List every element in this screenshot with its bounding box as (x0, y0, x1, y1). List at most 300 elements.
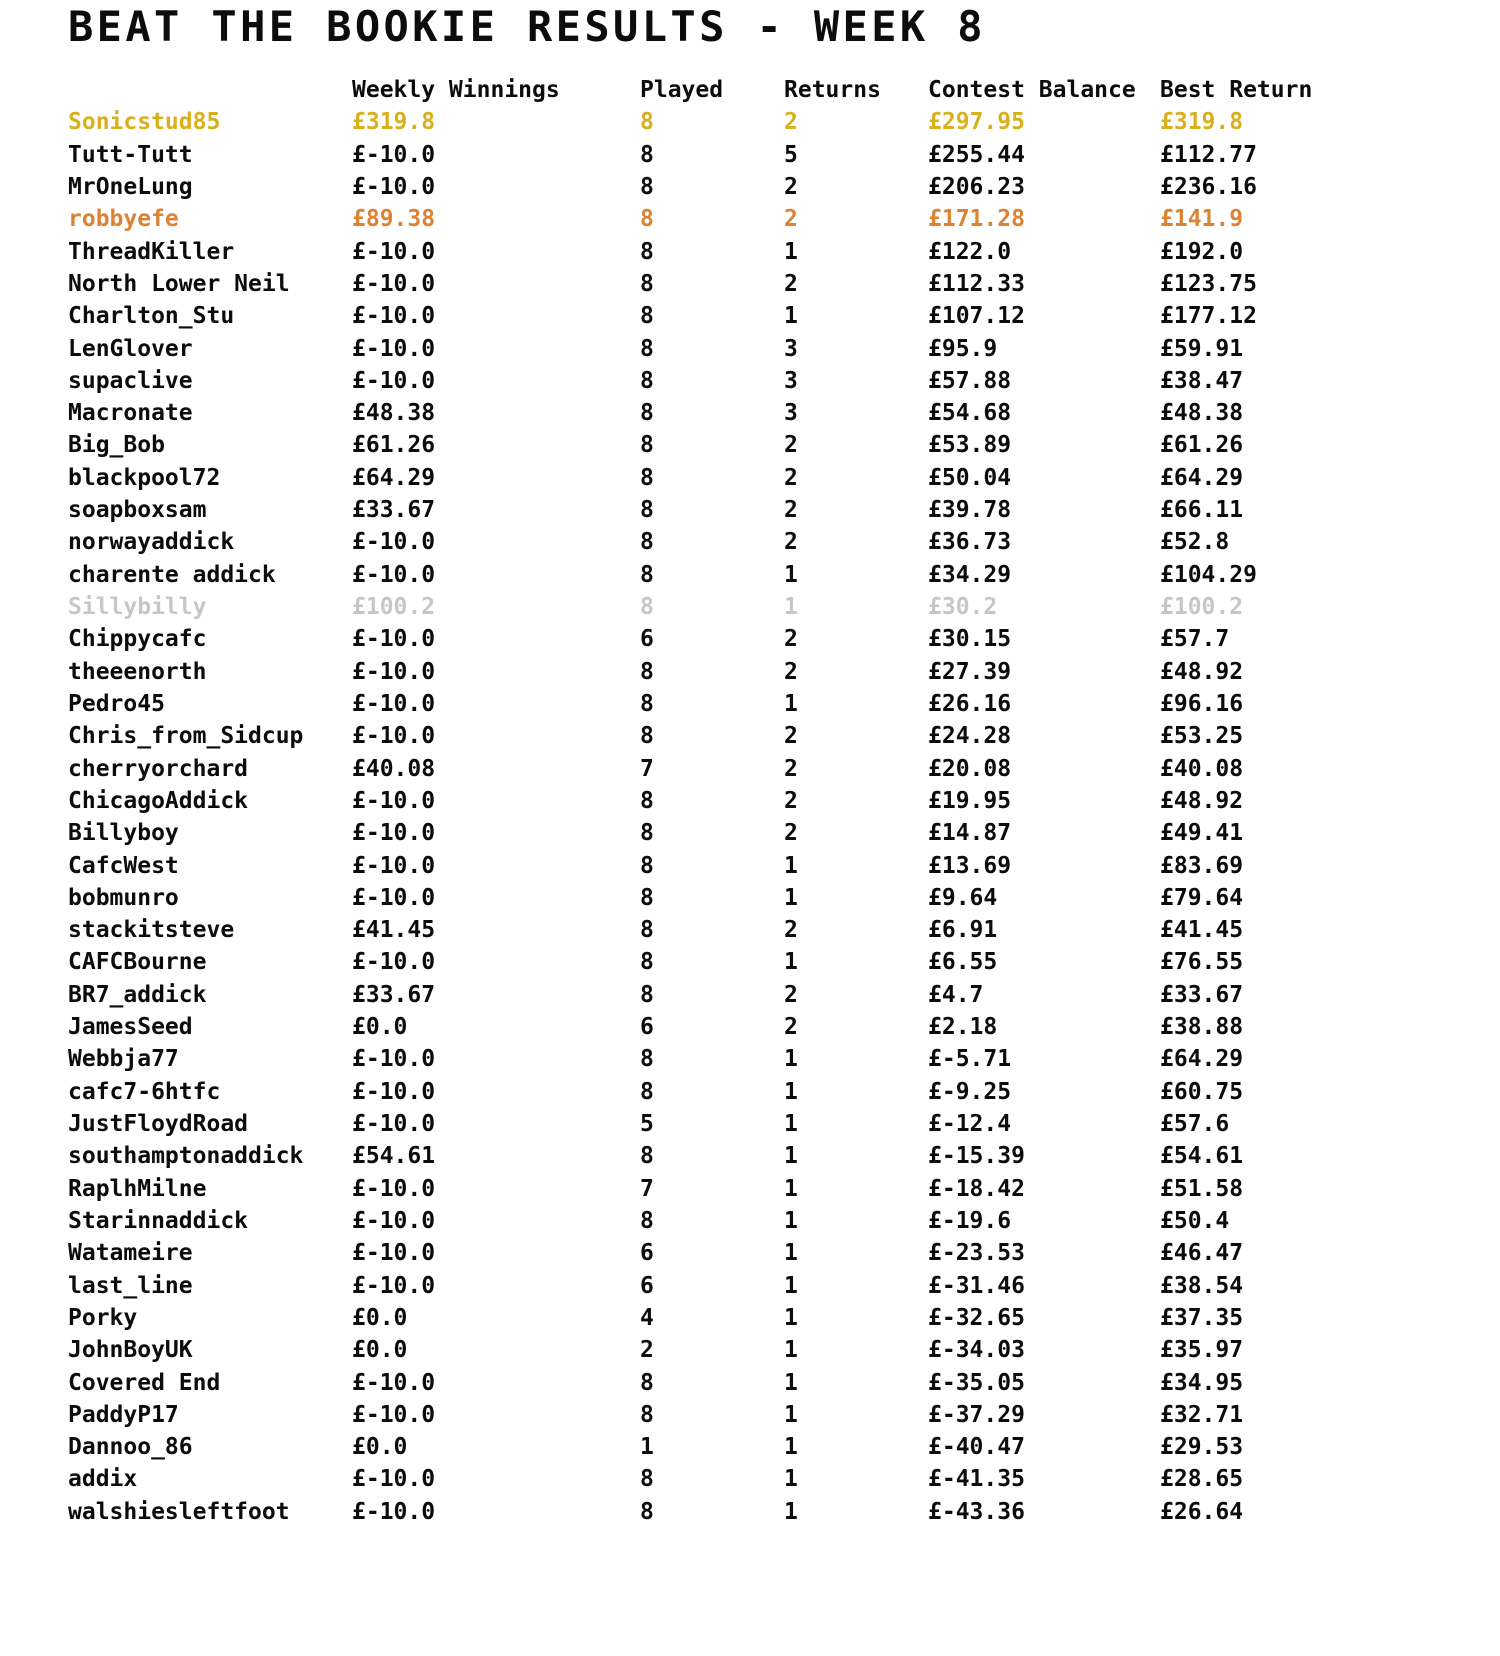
played-value: 8 (640, 658, 654, 685)
weekly-winnings-value: £-10.0 (352, 1369, 436, 1396)
table-row (68, 785, 1500, 817)
weekly-winnings-value: £-10.0 (352, 1207, 436, 1234)
contest-balance-value: £-34.03 (928, 1337, 1025, 1364)
player-name: robbyefe (68, 206, 179, 233)
contest-balance-value: £95.9 (928, 335, 998, 362)
played-value: 4 (640, 1304, 654, 1331)
weekly-winnings-value: £-10.0 (352, 141, 436, 168)
played-value: 8 (640, 303, 654, 330)
returns-value: 1 (784, 690, 798, 717)
best-return-value: £48.92 (1160, 787, 1244, 814)
contest-balance-value: £-12.4 (928, 1111, 1012, 1137)
played-value: 8 (640, 1466, 654, 1493)
returns-value: 2 (784, 270, 798, 297)
player-name: Pedro45 (68, 690, 165, 717)
best-return-value: £49.41 (1160, 820, 1244, 847)
played-value: 8 (640, 464, 654, 491)
table-row (68, 979, 1500, 1011)
player-name: stackitsteve (68, 917, 235, 944)
returns-value: 1 (784, 1272, 798, 1299)
played-value: 5 (640, 1111, 654, 1137)
returns-value: 1 (784, 1466, 798, 1493)
weekly-winnings-value: £41.45 (352, 917, 436, 944)
table-row (68, 753, 1500, 785)
header-best-return: Best Return (1160, 77, 1313, 103)
returns-value: 2 (784, 626, 798, 653)
returns-value: 3 (784, 400, 798, 427)
best-return-value: £96.16 (1160, 690, 1244, 717)
header-player (68, 74, 352, 106)
player-name: Macronate (68, 400, 193, 427)
table-row (68, 1270, 1500, 1302)
played-value: 8 (640, 109, 654, 136)
returns-value: 1 (784, 594, 798, 620)
player-name: addix (68, 1466, 138, 1493)
returns-value: 1 (784, 561, 798, 588)
played-value: 8 (640, 335, 654, 362)
returns-value: 1 (784, 1434, 798, 1461)
player-name: LenGlover (68, 335, 193, 362)
weekly-winnings-value: £0.0 (352, 1337, 408, 1364)
weekly-winnings-value: £-10.0 (352, 561, 436, 588)
results-table (68, 74, 1500, 1528)
weekly-winnings-value: £-10.0 (352, 723, 436, 750)
played-value: 8 (640, 820, 654, 847)
weekly-winnings-value: £54.61 (352, 1143, 436, 1170)
returns-value: 2 (784, 981, 798, 1008)
weekly-winnings-value: £-10.0 (352, 335, 436, 362)
best-return-value: £123.75 (1160, 270, 1257, 297)
contest-balance-value: £20.08 (928, 755, 1012, 782)
table-row (68, 300, 1500, 332)
played-value: 8 (640, 1078, 654, 1105)
weekly-winnings-value: £-10.0 (352, 1240, 436, 1267)
played-value: 8 (640, 594, 654, 620)
weekly-winnings-value: £-10.0 (352, 367, 436, 394)
played-value: 8 (640, 884, 654, 911)
played-value: 8 (640, 238, 654, 265)
contest-balance-value: £-18.42 (928, 1175, 1025, 1202)
best-return-value: £59.91 (1160, 335, 1244, 362)
table-row (68, 850, 1500, 882)
returns-value: 1 (784, 1240, 798, 1267)
player-name: charente addick (68, 561, 276, 588)
weekly-winnings-value: £-10.0 (352, 303, 436, 330)
table-row (68, 1173, 1500, 1205)
contest-balance-value: £4.7 (928, 981, 984, 1008)
contest-balance-value: £30.15 (928, 626, 1012, 653)
returns-value: 1 (784, 1207, 798, 1234)
weekly-winnings-value: £48.38 (352, 400, 436, 427)
best-return-value: £40.08 (1160, 755, 1244, 782)
best-return-value: £54.61 (1160, 1143, 1244, 1170)
best-return-value: £46.47 (1160, 1240, 1244, 1267)
returns-value: 2 (784, 787, 798, 814)
best-return-value: £29.53 (1160, 1434, 1244, 1461)
player-name: Tutt-Tutt (68, 141, 193, 168)
table-row (68, 817, 1500, 849)
contest-balance-value: £27.39 (928, 658, 1012, 685)
best-return-value: £76.55 (1160, 949, 1244, 976)
returns-value: 2 (784, 755, 798, 782)
best-return-value: £35.97 (1160, 1337, 1244, 1364)
player-name: bobmunro (68, 884, 179, 911)
played-value: 8 (640, 1498, 654, 1525)
contest-balance-value: £171.28 (928, 206, 1025, 233)
player-name: CAFCBourne (68, 949, 207, 976)
returns-value: 2 (784, 658, 798, 685)
contest-balance-value: £19.95 (928, 787, 1012, 814)
contest-balance-value: £-5.71 (928, 1046, 1012, 1073)
best-return-value: £61.26 (1160, 432, 1244, 459)
played-value: 8 (640, 1401, 654, 1428)
page-title: BEAT THE BOOKIE RESULTS - WEEK 8 (68, 2, 986, 51)
played-value: 2 (640, 1337, 654, 1364)
table-row (68, 1011, 1500, 1043)
contest-balance-value: £206.23 (928, 173, 1025, 200)
contest-balance-value: £36.73 (928, 529, 1012, 556)
weekly-winnings-value: £-10.0 (352, 529, 436, 556)
contest-balance-value: £-15.39 (928, 1143, 1025, 1170)
best-return-value: £32.71 (1160, 1401, 1244, 1428)
best-return-value: £64.29 (1160, 1046, 1244, 1073)
returns-value: 1 (784, 303, 798, 330)
returns-value: 2 (784, 109, 798, 136)
header-returns: Returns (784, 77, 881, 103)
best-return-value: £28.65 (1160, 1466, 1244, 1493)
played-value: 8 (640, 561, 654, 588)
returns-value: 2 (784, 529, 798, 556)
contest-balance-value: £-43.36 (928, 1498, 1025, 1525)
player-name: Sonicstud85 (68, 109, 221, 136)
contest-balance-value: £122.0 (928, 238, 1012, 265)
weekly-winnings-value: £-10.0 (352, 173, 436, 200)
returns-value: 1 (784, 884, 798, 911)
returns-value: 1 (784, 1175, 798, 1202)
played-value: 6 (640, 1240, 654, 1267)
returns-value: 1 (784, 1498, 798, 1525)
contest-balance-value: £-41.35 (928, 1466, 1025, 1493)
best-return-value: £141.9 (1160, 206, 1244, 233)
best-return-value: £48.38 (1160, 400, 1244, 427)
best-return-value: £79.64 (1160, 884, 1244, 911)
table-row (68, 494, 1500, 526)
contest-balance-value: £-37.29 (928, 1401, 1025, 1428)
contest-balance-value: £-9.25 (928, 1078, 1012, 1105)
returns-value: 1 (784, 1143, 798, 1170)
table-row (68, 236, 1500, 268)
player-name: walshiesleftfoot (68, 1498, 290, 1525)
player-name: MrOneLung (68, 173, 193, 200)
returns-value: 3 (784, 367, 798, 394)
player-name: BR7_addick (68, 981, 207, 1008)
contest-balance-value: £9.64 (928, 884, 998, 911)
played-value: 8 (640, 141, 654, 168)
contest-balance-value: £255.44 (928, 141, 1025, 168)
contest-balance-value: £-19.6 (928, 1207, 1012, 1234)
returns-value: 1 (784, 852, 798, 879)
weekly-winnings-value: £-10.0 (352, 1175, 436, 1202)
contest-balance-value: £2.18 (928, 1014, 998, 1041)
played-value: 8 (640, 723, 654, 750)
player-name: Chippycafc (68, 626, 207, 653)
table-row (68, 268, 1500, 300)
weekly-winnings-value: £61.26 (352, 432, 436, 459)
weekly-winnings-value: £-10.0 (352, 238, 436, 265)
contest-balance-value: £6.91 (928, 917, 998, 944)
played-value: 8 (640, 367, 654, 394)
best-return-value: £57.6 (1160, 1111, 1230, 1137)
best-return-value: £37.35 (1160, 1304, 1244, 1331)
player-name: JamesSeed (68, 1014, 193, 1041)
header-contest-balance: Contest Balance (928, 77, 1136, 103)
returns-value: 2 (784, 723, 798, 750)
table-row (68, 429, 1500, 461)
player-name: CafcWest (68, 852, 179, 879)
table-row (68, 656, 1500, 688)
player-name: Billyboy (68, 820, 179, 847)
contest-balance-value: £-35.05 (928, 1369, 1025, 1396)
best-return-value: £38.47 (1160, 367, 1244, 394)
returns-value: 2 (784, 432, 798, 459)
weekly-winnings-value: £319.8 (352, 109, 436, 136)
table-row (68, 1108, 1500, 1140)
played-value: 1 (640, 1434, 654, 1461)
returns-value: 2 (784, 206, 798, 233)
best-return-value: £66.11 (1160, 497, 1244, 524)
player-name: Big_Bob (68, 432, 165, 459)
returns-value: 2 (784, 917, 798, 944)
played-value: 6 (640, 1272, 654, 1299)
contest-balance-value: £30.2 (928, 594, 998, 620)
best-return-value: £41.45 (1160, 917, 1244, 944)
player-name: PaddyP17 (68, 1401, 179, 1428)
played-value: 8 (640, 400, 654, 427)
played-value: 8 (640, 787, 654, 814)
weekly-winnings-value: £-10.0 (352, 884, 436, 911)
returns-value: 2 (784, 497, 798, 524)
contest-balance-value: £6.55 (928, 949, 998, 976)
returns-value: 1 (784, 1078, 798, 1105)
weekly-winnings-value: £-10.0 (352, 1401, 436, 1428)
weekly-winnings-value: £-10.0 (352, 658, 436, 685)
player-name: cafc7-6htfc (68, 1078, 221, 1105)
best-return-value: £319.8 (1160, 109, 1244, 136)
best-return-value: £50.4 (1160, 1207, 1230, 1234)
played-value: 8 (640, 690, 654, 717)
weekly-winnings-value: £-10.0 (352, 949, 436, 976)
player-name: Sillybilly (68, 594, 207, 620)
weekly-winnings-value: £-10.0 (352, 1078, 436, 1105)
table-row (68, 1367, 1500, 1399)
table-header-row (68, 74, 1500, 106)
returns-value: 2 (784, 1014, 798, 1041)
contest-balance-value: £24.28 (928, 723, 1012, 750)
contest-balance-value: £-32.65 (928, 1304, 1025, 1331)
played-value: 8 (640, 270, 654, 297)
header-weekly-winnings: Weekly Winnings (352, 77, 560, 103)
table-body (68, 106, 1500, 1528)
table-row (68, 1496, 1500, 1528)
weekly-winnings-value: £-10.0 (352, 1111, 436, 1137)
contest-balance-value: £50.04 (928, 464, 1012, 491)
weekly-winnings-value: £64.29 (352, 464, 436, 491)
played-value: 8 (640, 852, 654, 879)
table-row (68, 203, 1500, 235)
played-value: 8 (640, 949, 654, 976)
table-row (68, 139, 1500, 171)
table-row (68, 1302, 1500, 1334)
played-value: 8 (640, 206, 654, 233)
table-row (68, 623, 1500, 655)
played-value: 6 (640, 1014, 654, 1041)
player-name: theeenorth (68, 658, 207, 685)
weekly-winnings-value: £0.0 (352, 1304, 408, 1331)
contest-balance-value: £-31.46 (928, 1272, 1025, 1299)
table-row (68, 559, 1500, 591)
contest-balance-value: £14.87 (928, 820, 1012, 847)
table-row (68, 688, 1500, 720)
played-value: 8 (640, 497, 654, 524)
player-name: North Lower Neil (68, 270, 290, 297)
returns-value: 1 (784, 1369, 798, 1396)
table-row (68, 171, 1500, 203)
played-value: 8 (640, 1207, 654, 1234)
table-row (68, 1043, 1500, 1075)
table-row (68, 397, 1500, 429)
table-row (68, 333, 1500, 365)
best-return-value: £100.2 (1160, 594, 1244, 620)
table-row (68, 1399, 1500, 1431)
weekly-winnings-value: £0.0 (352, 1434, 408, 1461)
returns-value: 2 (784, 173, 798, 200)
table-row (68, 1237, 1500, 1269)
played-value: 8 (640, 1369, 654, 1396)
player-name: Starinnaddick (68, 1207, 249, 1234)
table-row (68, 1205, 1500, 1237)
weekly-winnings-value: £-10.0 (352, 1498, 436, 1525)
weekly-winnings-value: £-10.0 (352, 1046, 436, 1073)
played-value: 8 (640, 529, 654, 556)
best-return-value: £53.25 (1160, 723, 1244, 750)
contest-balance-value: £34.29 (928, 561, 1012, 588)
returns-value: 1 (784, 1401, 798, 1428)
player-name: cherryorchard (68, 755, 249, 782)
returns-value: 1 (784, 1046, 798, 1073)
table-row (68, 946, 1500, 978)
player-name: Webbja77 (68, 1046, 179, 1073)
player-name: supaclive (68, 367, 193, 394)
returns-value: 3 (784, 335, 798, 362)
table-row (68, 914, 1500, 946)
contest-balance-value: £-23.53 (928, 1240, 1025, 1267)
weekly-winnings-value: £-10.0 (352, 852, 436, 879)
weekly-winnings-value: £-10.0 (352, 270, 436, 297)
weekly-winnings-value: £-10.0 (352, 626, 436, 653)
weekly-winnings-value: £0.0 (352, 1014, 408, 1041)
contest-balance-value: £54.68 (928, 400, 1012, 427)
contest-balance-value: £-40.47 (928, 1434, 1025, 1461)
table-row (68, 1463, 1500, 1495)
header-played: Played (640, 77, 724, 103)
player-name: Charlton_Stu (68, 303, 235, 330)
weekly-winnings-value: £-10.0 (352, 1272, 436, 1299)
weekly-winnings-value: £-10.0 (352, 690, 436, 717)
weekly-winnings-value: £40.08 (352, 755, 436, 782)
player-name: norwayaddick (68, 529, 235, 556)
contest-balance-value: £112.33 (928, 270, 1025, 297)
weekly-winnings-value: £-10.0 (352, 787, 436, 814)
played-value: 8 (640, 173, 654, 200)
played-value: 8 (640, 917, 654, 944)
best-return-value: £112.77 (1160, 141, 1257, 168)
player-name: ChicagoAddick (68, 787, 249, 814)
best-return-value: £236.16 (1160, 173, 1257, 200)
player-name: soapboxsam (68, 497, 207, 524)
best-return-value: £83.69 (1160, 852, 1244, 879)
player-name: Dannoo_86 (68, 1434, 193, 1461)
played-value: 8 (640, 981, 654, 1008)
table-row (68, 526, 1500, 558)
weekly-winnings-value: £-10.0 (352, 1466, 436, 1493)
best-return-value: £52.8 (1160, 529, 1230, 556)
player-name: RaplhMilne (68, 1175, 207, 1202)
played-value: 7 (640, 1175, 654, 1202)
player-name: Watameire (68, 1240, 193, 1267)
returns-value: 2 (784, 820, 798, 847)
best-return-value: £51.58 (1160, 1175, 1244, 1202)
player-name: Chris_from_Sidcup (68, 723, 304, 750)
player-name: ThreadKiller (68, 238, 235, 265)
played-value: 8 (640, 1046, 654, 1073)
best-return-value: £192.0 (1160, 238, 1244, 265)
table-row (68, 106, 1500, 138)
player-name: JohnBoyUK (68, 1337, 193, 1364)
weekly-winnings-value: £33.67 (352, 497, 436, 524)
best-return-value: £26.64 (1160, 1498, 1244, 1525)
returns-value: 2 (784, 464, 798, 491)
returns-value: 1 (784, 949, 798, 976)
returns-value: 1 (784, 1111, 798, 1137)
best-return-value: £33.67 (1160, 981, 1244, 1008)
contest-balance-value: £57.88 (928, 367, 1012, 394)
player-name: Covered End (68, 1369, 221, 1396)
table-row (68, 365, 1500, 397)
best-return-value: £38.88 (1160, 1014, 1244, 1041)
best-return-value: £34.95 (1160, 1369, 1244, 1396)
returns-value: 1 (784, 1337, 798, 1364)
best-return-value: £177.12 (1160, 303, 1257, 330)
contest-balance-value: £297.95 (928, 109, 1025, 136)
played-value: 8 (640, 432, 654, 459)
contest-balance-value: £107.12 (928, 303, 1025, 330)
best-return-value: £64.29 (1160, 464, 1244, 491)
weekly-winnings-value: £-10.0 (352, 820, 436, 847)
weekly-winnings-value: £33.67 (352, 981, 436, 1008)
contest-balance-value: £26.16 (928, 690, 1012, 717)
contest-balance-value: £53.89 (928, 432, 1012, 459)
best-return-value: £60.75 (1160, 1078, 1244, 1105)
table-row (68, 882, 1500, 914)
returns-value: 5 (784, 141, 798, 168)
player-name: last_line (68, 1272, 193, 1299)
player-name: Porky (68, 1304, 138, 1331)
played-value: 6 (640, 626, 654, 653)
best-return-value: £57.7 (1160, 626, 1230, 653)
table-row (68, 1140, 1500, 1172)
table-row (68, 720, 1500, 752)
player-name: southamptonaddick (68, 1143, 304, 1170)
